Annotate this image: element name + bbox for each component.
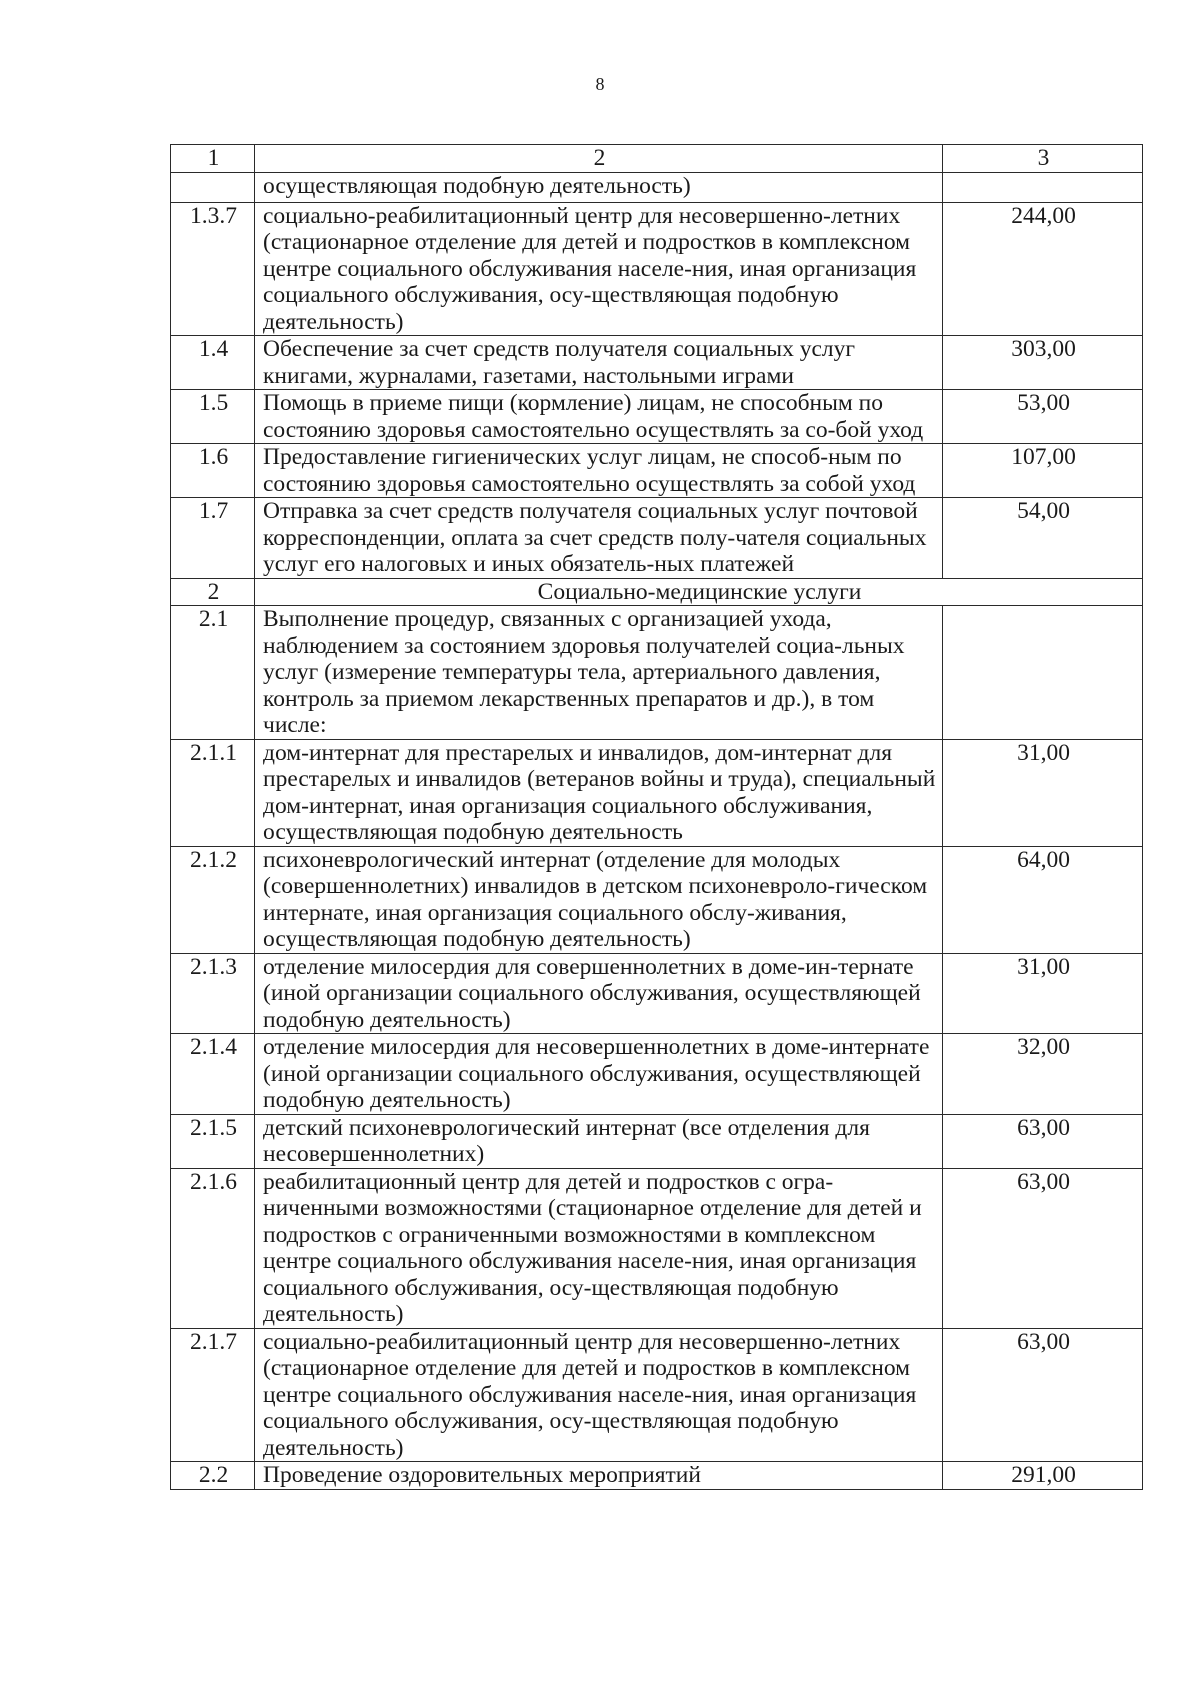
row-number: 2.1.1 [171, 739, 255, 846]
table-row [171, 336, 1143, 390]
table-header-row [171, 145, 1143, 173]
table-row [171, 444, 1143, 498]
table-row [171, 498, 1143, 579]
table-row [171, 390, 1143, 444]
header-cell-value: 3 [943, 145, 1143, 173]
table-row [171, 846, 1143, 953]
row-text: отделение милосердия для несовершеннолетних в доме-интернате (иной организации социального обслуживания, осуществляющей подобную деятельность) [255, 1034, 943, 1115]
row-text: реабилитационный центр для детей и подростков с огра-ниченными возможностями (стационарное отделение для детей и подростков с ограниченными возможностями в комплексном центре социального обслуживания населе-ния, иная организация социального обслуживания, осу-ществляющая подобную деятельность) [255, 1168, 943, 1328]
section-row [171, 578, 1143, 606]
section-number: 2 [171, 578, 255, 606]
row-text: Предоставление гигиенических услуг лицам, не способ-ным по состоянию здоровья самостоятельно осуществлять за собой уход [255, 444, 943, 498]
row-value [943, 172, 1143, 202]
row-value [943, 606, 1143, 740]
row-value: 303,00 [943, 336, 1143, 390]
row-text: детский психоневрологический интернат (все отделения для несовершеннолетних) [255, 1114, 943, 1168]
row-text: дом-интернат для престарелых и инвалидов, дом-интернат для престарелых и инвалидов (ветеранов войны и труда), специальный дом-интернат, иная организация социального обслуживания, осуществляющая подобную деятельность [255, 739, 943, 846]
row-number: 1.7 [171, 498, 255, 579]
row-number: 2.1.7 [171, 1328, 255, 1462]
row-value: 244,00 [943, 202, 1143, 336]
row-number: 2.1.2 [171, 846, 255, 953]
row-value: 63,00 [943, 1168, 1143, 1328]
row-number: 1.6 [171, 444, 255, 498]
section-title: Социально-медицинские услуги [255, 578, 1143, 606]
row-text: осуществляющая подобную деятельность) [255, 172, 943, 202]
header-cell-name: 2 [255, 145, 943, 173]
table-row [171, 606, 1143, 740]
table-row [171, 1462, 1143, 1490]
table-row [171, 739, 1143, 846]
row-number: 2.1.3 [171, 953, 255, 1034]
row-number: 1.5 [171, 390, 255, 444]
row-number: 2.1.5 [171, 1114, 255, 1168]
table-row [171, 1034, 1143, 1115]
row-number: 2.1.4 [171, 1034, 255, 1115]
table-row [171, 1328, 1143, 1462]
row-text: Проведение оздоровительных мероприятий [255, 1462, 943, 1490]
row-text: социально-реабилитационный центр для несовершенно-летних (стационарное отделение для детей и подростков в комплексном центре социального обслуживания населе-ния, иная организация социального обслуживания, осу-ществляющая подобную деятельность) [255, 202, 943, 336]
row-text: социально-реабилитационный центр для несовершенно-летних (стационарное отделение для детей и подростков в комплексном центре социального обслуживания населе-ния, иная организация социального обслуживания, осу-ществляющая подобную деятельность) [255, 1328, 943, 1462]
row-text: Отправка за счет средств получателя социальных услуг почтовой корреспонденции, оплата за счет средств полу-чателя социальных услуг его налоговых и иных обязатель-ных платежей [255, 498, 943, 579]
row-value: 64,00 [943, 846, 1143, 953]
row-text: Помощь в приеме пищи (кормление) лицам, не способным по состоянию здоровья самостоятельно осуществлять за со-бой уход [255, 390, 943, 444]
table-row [171, 172, 1143, 202]
row-value: 63,00 [943, 1328, 1143, 1462]
row-number: 2.2 [171, 1462, 255, 1490]
row-text: Выполнение процедур, связанных с организацией ухода, наблюдением за состоянием здоровья получателей социа-льных услуг (измерение температуры тела, артериального давления, контроль за приемом лекарственных препаратов и др.), в том числе: [255, 606, 943, 740]
row-number: 1.3.7 [171, 202, 255, 336]
row-value: 63,00 [943, 1114, 1143, 1168]
row-number: 2.1.6 [171, 1168, 255, 1328]
table-row [171, 202, 1143, 336]
row-number: 2.1 [171, 606, 255, 740]
table-row [171, 1114, 1143, 1168]
services-price-table [170, 144, 1143, 1490]
row-text: Обеспечение за счет средств получателя социальных услуг книгами, журналами, газетами, настольными играми [255, 336, 943, 390]
row-value: 32,00 [943, 1034, 1143, 1115]
table-row [171, 953, 1143, 1034]
header-cell-number: 1 [171, 145, 255, 173]
row-text: психоневрологический интернат (отделение для молодых (совершеннолетних) инвалидов в детском психоневроло-гическом интернате, иная организация социального обслу-живания, осуществляющая подобную деятельность) [255, 846, 943, 953]
row-number [171, 172, 255, 202]
row-value: 53,00 [943, 390, 1143, 444]
row-value: 291,00 [943, 1462, 1143, 1490]
table-row [171, 1168, 1143, 1328]
row-number: 1.4 [171, 336, 255, 390]
row-text: отделение милосердия для совершеннолетних в доме-ин-тернате (иной организации социального обслуживания, осуществляющей подобную деятельность) [255, 953, 943, 1034]
row-value: 107,00 [943, 444, 1143, 498]
row-value: 31,00 [943, 739, 1143, 846]
row-value: 31,00 [943, 953, 1143, 1034]
page-number: 8 [595, 74, 605, 94]
row-value: 54,00 [943, 498, 1143, 579]
